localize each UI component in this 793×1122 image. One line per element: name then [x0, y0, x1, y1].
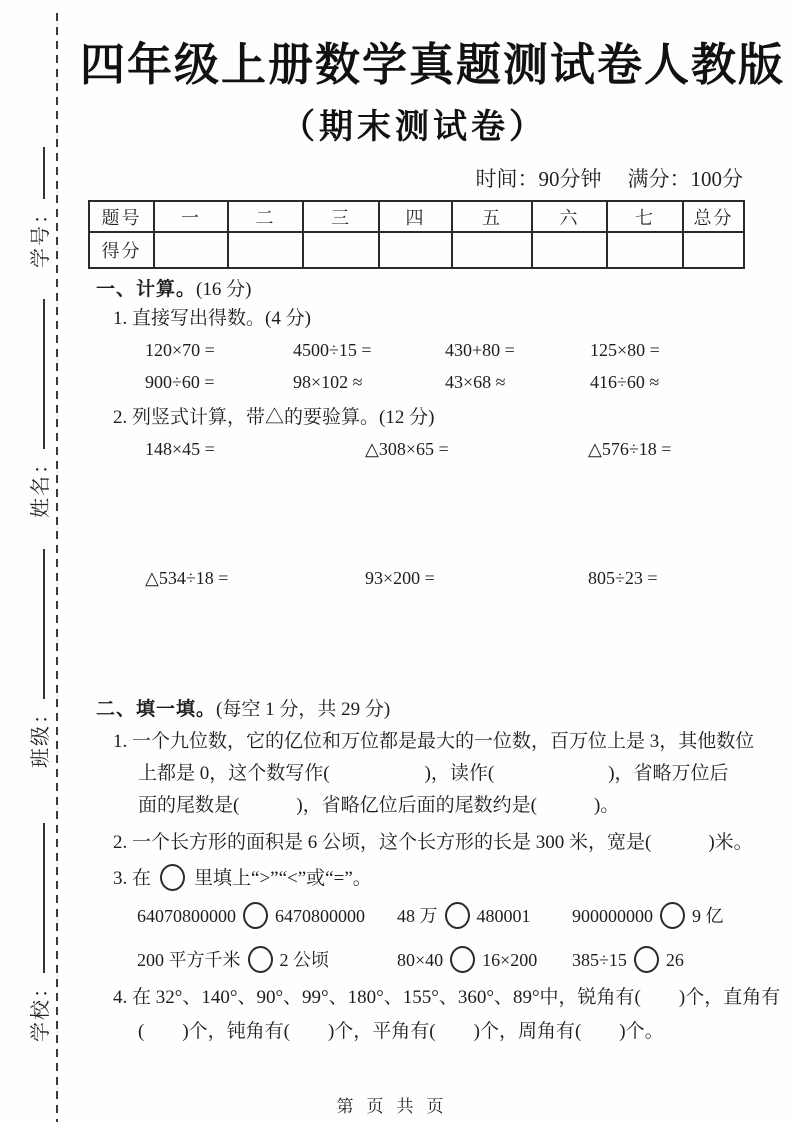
comparison-circle: [248, 946, 273, 973]
score-table-header-cell: 三: [303, 201, 379, 232]
s2-q1-line1: 1. 一个九位数，它的亿位和万位都是最大的一位数，百万位上是 3，其他数位: [113, 731, 755, 752]
s2-q1-line3: 面的尾数是( )，省略亿位后面的尾数约是( )。: [138, 795, 620, 816]
fill-circle-icon: [160, 864, 185, 891]
fullscore-info: 满分：100分: [627, 167, 743, 191]
score-table-header-cell: 七: [607, 201, 683, 232]
vertical-calc-row-2: [145, 568, 658, 589]
vertical-calc-row-1: [145, 439, 671, 460]
comparison-right: 6470800000: [275, 906, 365, 926]
binding-dashed-line: [56, 13, 58, 1122]
section2-heading-text: 二、填一填。: [96, 699, 217, 720]
exam-info: [476, 163, 744, 193]
student-name-label: 姓名：: [30, 452, 52, 518]
comparison-item: [572, 902, 724, 929]
arith-expression: 416÷60 ≈: [590, 372, 660, 392]
comparison-left: 385÷15: [572, 950, 627, 970]
score-table-score-row: [89, 232, 744, 268]
student-id-label: 学号：: [30, 202, 52, 268]
sidebar-field-class: [24, 549, 53, 768]
s2-q3-suffix: 里填上“>”“<”或“=”。: [194, 868, 372, 889]
score-table-header-cell: 六: [532, 201, 607, 232]
arith-expression: 93×200 =: [365, 568, 435, 588]
student-id-blank: [40, 147, 45, 199]
comparison-right: 16×200: [482, 950, 538, 970]
score-blank-cell: [228, 232, 303, 268]
score-blank-cell: [154, 232, 228, 268]
comparison-left: 48 万: [397, 906, 438, 926]
arith-expression: △576÷18 =: [588, 439, 672, 459]
time-info: 时间：90分钟: [475, 167, 602, 191]
arith-expression: 125×80 =: [590, 340, 660, 360]
score-blank-cell: [532, 232, 607, 268]
comparison-right: 480001: [476, 906, 531, 926]
section1-q1-label: 1. 直接写出得数。(4 分): [113, 308, 311, 329]
s2-q2-line: 2. 一个长方形的面积是 6 公顷，这个长方形的长是 300 米，宽是( )米。: [113, 832, 753, 853]
school-blank: [40, 823, 45, 973]
comparison-item: [137, 902, 397, 929]
score-table-header-cell: 总分: [683, 201, 744, 232]
score-blank-cell: [452, 232, 532, 268]
school-label: 学校：: [30, 976, 52, 1042]
comparison-item: [572, 946, 684, 973]
section1-heading: [96, 279, 251, 301]
s2-q3-intro: [113, 864, 372, 891]
mental-math-row-1: [145, 340, 660, 361]
score-blank-cell: [303, 232, 379, 268]
arith-expression: △308×65 =: [365, 439, 449, 459]
score-blank-cell: [607, 232, 683, 268]
score-table-header-cell: 四: [379, 201, 452, 232]
comparison-right: 9 亿: [692, 906, 724, 926]
arith-expression: 120×70 =: [145, 340, 215, 360]
comparison-row-2: [137, 946, 684, 973]
arith-expression: 900÷60 =: [145, 372, 215, 392]
comparison-circle: [450, 946, 475, 973]
page-footer: 第页共页: [336, 1097, 457, 1116]
student-name-blank: [40, 299, 45, 449]
comparison-item: [137, 946, 397, 973]
section2-points: (每空 1 分，共 29 分): [216, 699, 391, 720]
arith-expression: 430+80 =: [445, 340, 515, 360]
sidebar-field-school: [24, 823, 53, 1042]
comparison-right: 26: [665, 950, 684, 970]
comparison-left: 64070800000: [137, 906, 236, 926]
comparison-item: [397, 946, 572, 973]
arith-expression: 43×68 ≈: [445, 372, 506, 392]
comparison-circle: [634, 946, 659, 973]
comparison-circle: [660, 902, 685, 929]
score-row-label: 得分: [89, 232, 154, 268]
score-table-header-cell: 题号: [89, 201, 154, 232]
section1-q2-label: 2. 列竖式计算，带△的要验算。(12 分): [113, 407, 435, 428]
s2-q4-line1: 4. 在 32°、140°、90°、99°、180°、155°、360°、89°中，锐角有( )个，直角有: [113, 987, 781, 1008]
arith-expression: 98×102 ≈: [293, 372, 363, 392]
arith-expression: 805÷23 =: [588, 568, 658, 588]
score-table-header-cell: 一: [154, 201, 228, 232]
s2-q4-line2: ( )个，钝角有( )个，平角有( )个，周角有( )个。: [138, 1021, 664, 1042]
score-table: [88, 200, 745, 269]
arith-expression: 4500÷15 =: [293, 340, 372, 360]
sidebar-field-student-id: [24, 147, 53, 268]
comparison-left: 80×40: [397, 950, 444, 970]
arith-expression: 148×45 =: [145, 439, 215, 459]
class-blank: [40, 549, 45, 699]
comparison-left: 200 平方千米: [137, 950, 241, 970]
section1-heading-text: 一、计算。: [96, 279, 197, 300]
comparison-circle: [445, 902, 470, 929]
score-table-header-cell: 五: [452, 201, 532, 232]
section2-heading: [96, 699, 390, 721]
s2-q1-line2: 上都是 0，这个数写作( )，读作( )，省略万位后: [138, 763, 729, 784]
class-label: 班级：: [30, 702, 52, 768]
score-blank-cell: [683, 232, 744, 268]
arith-expression: △534÷18 =: [145, 568, 229, 588]
score-table-header-cell: 二: [228, 201, 303, 232]
s2-q3-prefix: 3. 在: [113, 868, 152, 889]
page-subtitle: （期末测试卷）: [281, 108, 547, 146]
page-title: 四年级上册数学真题测试卷人教版: [80, 39, 786, 90]
section1-points: (16 分): [196, 279, 252, 300]
comparison-left: 900000000: [572, 906, 653, 926]
comparison-item: [397, 902, 572, 929]
sidebar-field-student-name: [24, 299, 53, 518]
comparison-circle: [243, 902, 268, 929]
score-table-header-row: [89, 201, 744, 232]
comparison-right: 2 公顷: [279, 950, 329, 970]
score-blank-cell: [379, 232, 452, 268]
comparison-row-1: [137, 902, 724, 929]
mental-math-row-2: [145, 372, 659, 393]
